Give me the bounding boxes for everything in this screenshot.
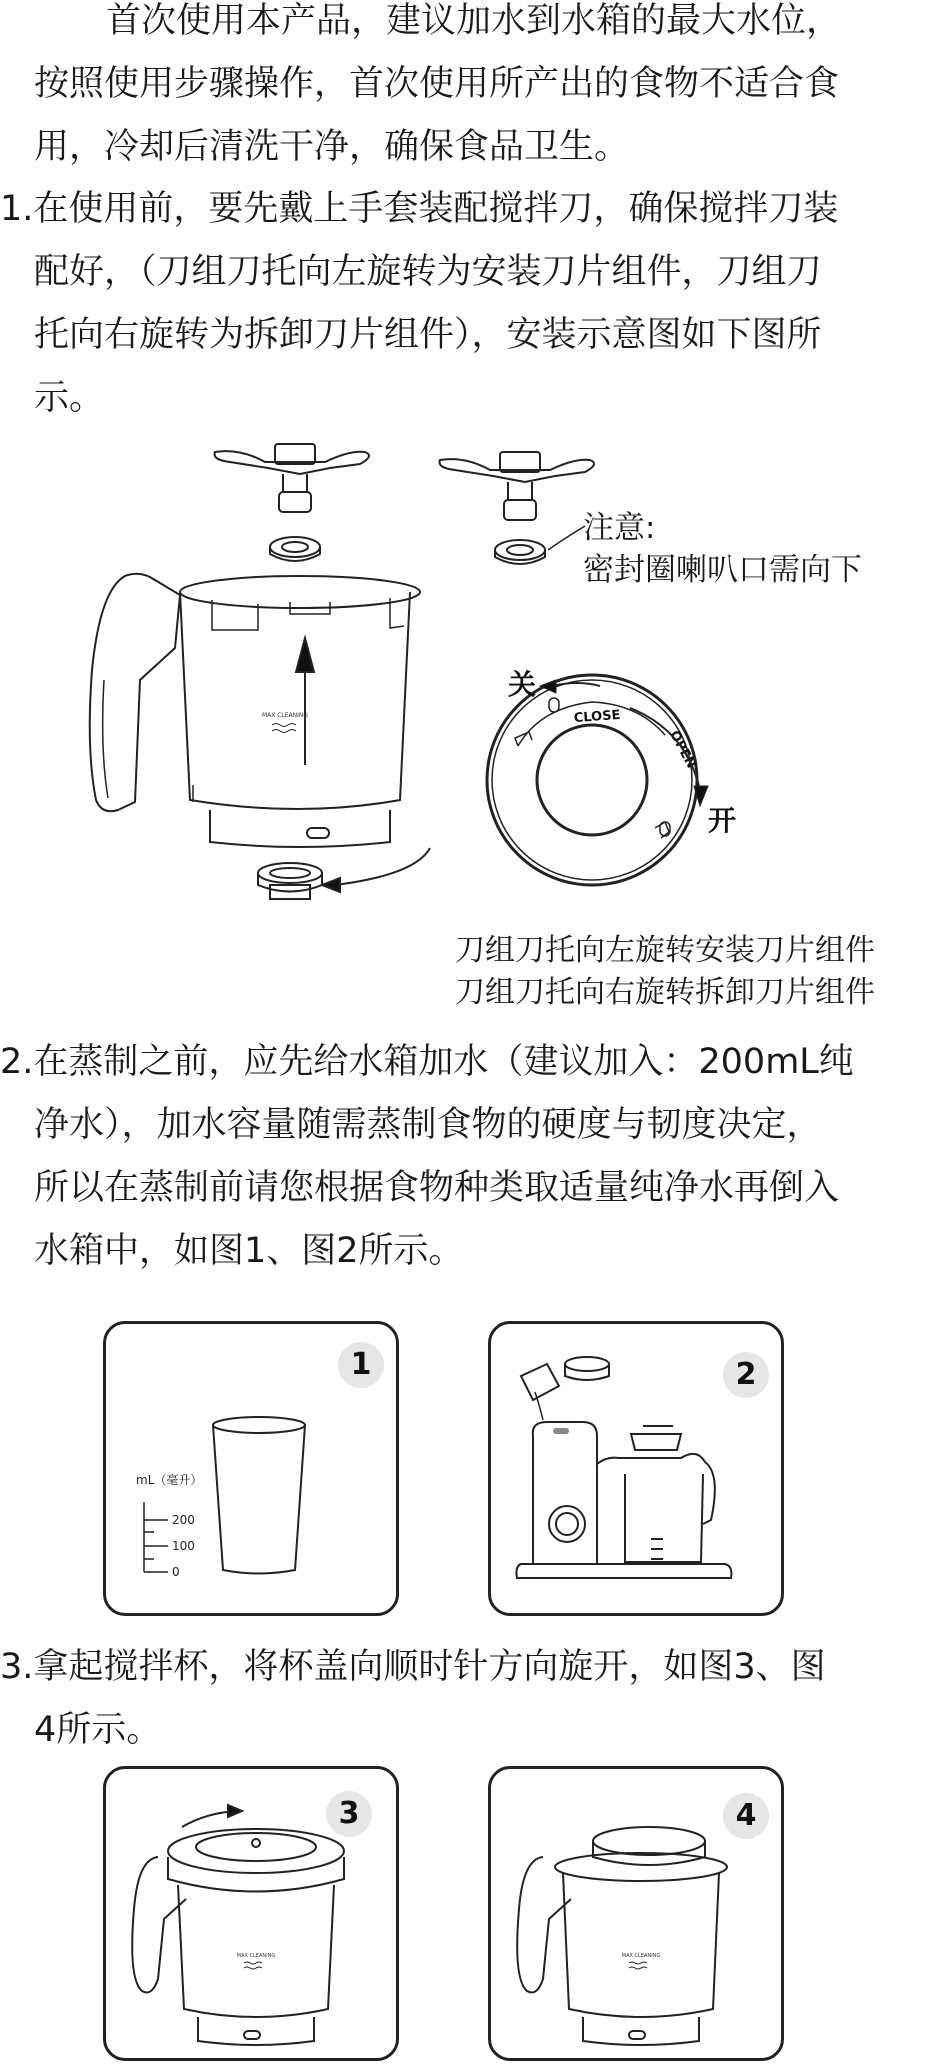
blade-assembly-diagram <box>0 430 927 910</box>
step2-line: 2.在蒸制之前，应先给水箱加水（建议加入：200mL纯 <box>0 1042 854 1082</box>
figure-1-panel <box>103 1321 399 1616</box>
intro-line: 首次使用本产品，建议加水到水箱的最大水位， <box>106 1 842 41</box>
seal-ring-illustration <box>258 863 322 899</box>
figure-2-number: 2 <box>723 1352 769 1398</box>
step3-paragraph <box>0 1636 927 1762</box>
measuring-cup-illustration <box>106 1324 396 1613</box>
seal-note-text: 密封圈喇叭口需向下 <box>583 552 862 588</box>
dial-close-label: CLOSE <box>573 707 621 727</box>
figure-3-number: 3 <box>326 1791 372 1837</box>
seal-note-title: 注意: <box>583 510 656 546</box>
cup-lid-removed-illustration <box>491 1769 781 2058</box>
cup-lid-open-illustration <box>106 1769 396 2058</box>
measure-tick-label: 200 <box>172 1513 195 1527</box>
figure-4-number: 4 <box>723 1793 769 1839</box>
measure-unit-label: mL（毫升） <box>136 1473 203 1487</box>
intro-line: 按照使用步骤操作，首次使用所产出的食物不适合食 <box>34 64 840 104</box>
step1-line: 示。 <box>34 378 105 418</box>
step1-line: 托向右旋转为拆卸刀片组件），安装示意图如下图所 <box>34 315 822 355</box>
step2-line: 净水），加水容量随需蒸制食物的硬度与韧度决定， <box>34 1105 822 1145</box>
figure-3-panel <box>103 1766 399 2061</box>
intro-line: 用，冷却后清洗干净，确保食品卫生。 <box>34 127 630 167</box>
intro-paragraph <box>0 0 927 179</box>
blade-holder-illustration <box>440 452 594 564</box>
blade-holder-illustration <box>215 444 369 561</box>
figure-1-number: 1 <box>338 1342 384 1388</box>
step2-paragraph <box>0 1031 927 1283</box>
step3-line: 3.拿起搅拌杯，将杯盖向顺时针方向旋开，如图3、图 <box>0 1647 826 1687</box>
dial-open-label: OPEN <box>666 728 699 772</box>
cup-max-mark: MAX CLEANING <box>236 1953 276 1959</box>
blender-cup-illustration <box>90 574 420 847</box>
step1-paragraph <box>0 178 927 430</box>
measure-tick-label: 0 <box>172 1565 180 1579</box>
rotation-dial-illustration <box>487 675 708 885</box>
measure-tick-label: 100 <box>172 1539 195 1553</box>
step1-line: 配好，（刀组刀托向左旋转为安装刀片组件，刀组刀 <box>34 252 822 292</box>
figure-4-panel <box>488 1766 784 2061</box>
step1-line: 1.在使用前，要先戴上手套装配搅拌刀，确保搅拌刀装 <box>0 189 839 229</box>
cup-max-mark: MAX CLEANING <box>621 1953 661 1959</box>
caption-install: 刀组刀托向左旋转安装刀片组件 <box>455 933 875 968</box>
cup-max-mark: MAX CLEANING <box>261 712 309 719</box>
removal-arrow <box>322 848 430 892</box>
caption-remove: 刀组刀托向右旋转拆卸刀片组件 <box>455 975 875 1010</box>
step3-line: 4所示。 <box>34 1710 162 1750</box>
steamer-filling-illustration <box>491 1324 781 1613</box>
step2-line: 水箱中，如图1、图2所示。 <box>34 1231 464 1271</box>
dial-close-cn: 关 <box>508 668 537 701</box>
figure-2-panel <box>488 1321 784 1616</box>
dial-open-cn: 开 <box>708 804 737 837</box>
step2-line: 所以在蒸制前请您根据食物种类取适量纯净水再倒入 <box>34 1168 840 1208</box>
